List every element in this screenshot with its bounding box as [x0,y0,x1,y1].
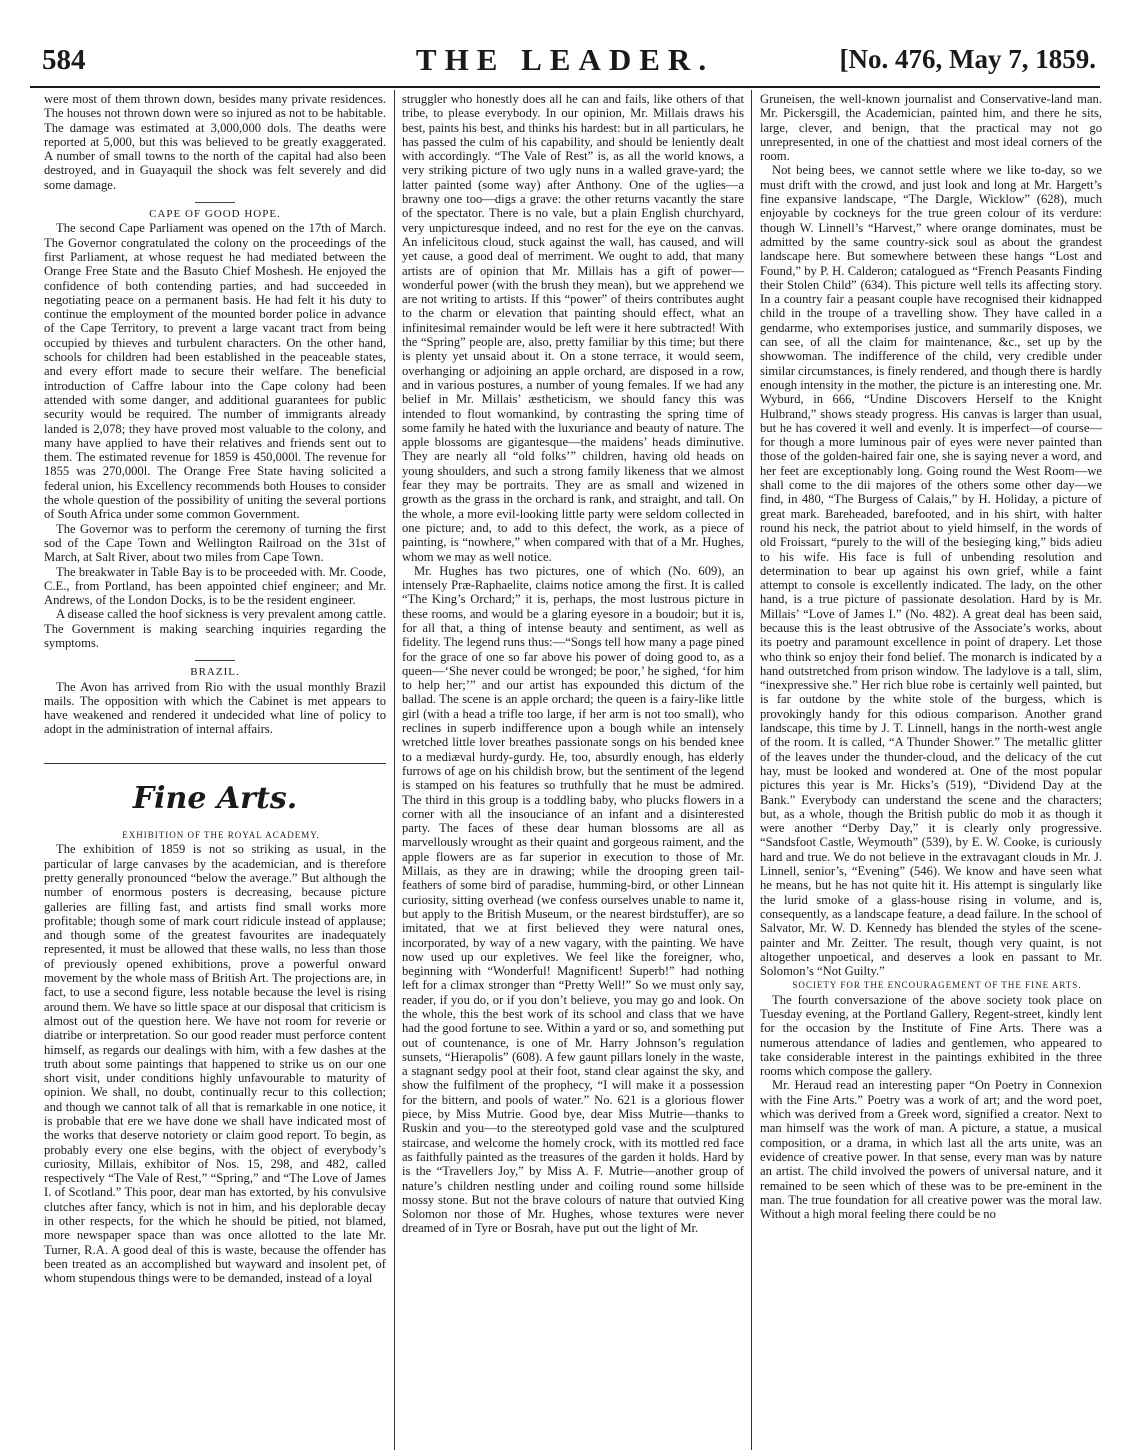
column-2 [402,92,744,1448]
exhibition-heading: EXHIBITION OF THE ROYAL ACADEMY. [122,830,320,841]
gruneisen-paragraph: Gruneisen, the well-known journalist and Conservative-land man. Mr. Pickersgill, the Academician, painted him, and there he sits, large, clever, and benign, that the practical may not go unrepresented, in one of the chattiest and most ideal corners of the room. [760,92,1102,164]
column-3 [760,92,1102,1448]
newspaper-title: THE LEADER. [415,42,715,77]
earthquake-paragraph: were most of them thrown down, besides many private residences. The houses not thrown down were so injured as not to be habitable. The damage was estimated at 3,000,000 dols. The deaths were reported at 5,000, but this was believed to be greatly exaggerated. A number of small towns to the north of the capital had also been destroyed, and in Guayaquil the shock was felt severely and did some damage. [44,92,386,192]
society-paragraph-2: Mr. Heraud read an interesting paper “On Poetry in Connexion with the Fine Arts.” Poetry was a work of art; and the word poet, which was derived from a Greek word, signified a creator. Next to man himself was the work of man. A picture, a statue, a musical composition, or a drama, in which last all the arts unite, was an evidence of creative power. In that sense, every man was by nature an artist. The child involved the powers of universal nature, and it remained to be seen which of these was to be pre-eminent in the man. The true foundation for all creative power was the moral law. Without a high moral feeling there could be no [760,1078,1102,1222]
cape-paragraph-3: The breakwater in Table Bay is to be proceeded with. Mr. Coode, C.E., from Portland, has been appointed chief engineer; and Mr. Andrews, of the London Docks, is to be the resident engineer. [44,564,386,608]
section-divider [195,660,235,661]
millais-paragraph: struggler who honestly does all he can and fails, like others of that tribe, to please everybody. In our opinion, Mr. Millais draws his best, paints his best, and thinks his hardest: but in all particulars, he has passed the culm of his capability, and should be leniently dealt with accordingly. “The Vale of Rest” is, as all the world knows, a very striking picture of two ugly nuns in a walled grave-yard; the latter painted (some way) after Anthony. One of the uglies—a brawny one too—digs a grave: the other returns vacantly the stare of the spectator. There is no vale, but a plain English churchyard, very unpicturesque indeed, and no rest for the eye on the canvas. An infelicitous cloud, stuck against the wall, has caused, and will yet cause, a good deal of merriment. We ought to add, that many artists are of opinion that Mr. Millais has a gift of power—wonderful power (with the brush they mean), but we apprehend we are not writing to artists. If this “power” of theirs contributes aught to the charm or elevation that painting should effect, what an infinitesimal remainder would be left were it here subtracted! With the “Spring” people are, also, pretty familiar by this time; but there is plenty yet unsaid about it. On a stone terrace, it would seem, overhanging or adjoining an apple orchard, are disposed in a row, and in various postures, a number of young females. If we had any belief in Mr. Millais’ æstheticism, we should fancy this was intended to flout womankind, by contrasting the spring time of some family he hated with the luxuriance and beauty of nature. The apple blossoms are gigantesque—the maidens’ heads diminutive. They are nearly all “old folks’” children, having old heads on young shoulders, and such a strong family likeness that we almost fear they may be portraits. They are as small and wizened in growth as the grass in the orchard is rank, and straight, and tall. On the whole, a more evil-looking little party were seldom collected in one picture; and, to add to this defect, the work, as a piece of painting, is “nowhere,” when compared with that of a Mr. Hughes, whom we may as well notice. [402,92,744,564]
page-number: 584 [42,44,86,76]
fine-arts-title: Fine Arts. [132,780,298,816]
column-divider-1 [394,90,395,1450]
cape-paragraph-4: A disease called the hoof sickness is very prevalent among cattle. The Government is making searching inquiries regarding the symptoms. [44,607,386,650]
column-1 [44,92,386,1448]
society-heading: SOCIETY FOR THE ENCOURAGEMENT OF THE FINE ARTS. [792,980,1082,991]
cape-heading: CAPE OF GOOD HOPE. [149,208,281,221]
fine-arts-rule [44,763,386,764]
landscapes-paragraph: Not being bees, we cannot settle where we like to-day, so we must drift with the crowd, and just look and long at Mr. Hargett’s fine expansive landscape, “The Dargle, Wicklow” (628), much enjoyable by cockneys for the true green colour of its verdure: though W. Linnell’s “Harvest,” where orange dominates, must be admitted by the same country-sick soul as about the grandest landscape here. But somewhere between these hangs “Lost and Found,” by P. H. Calderon; catalogued as “French Peasants Finding their Stolen Child” (634). This picture well tells its affecting story. In a country fair a peasant couple have recognised their kidnapped child in the troupe of a travelling show. They have called in a gendarme, who extemporises justice, and summarily disposes, we can see, of all the claim for maintenance, &c., set up by the showwoman. The indifference of the child, very credible under similar circumstances, is finely rendered, and though there is hardly enough intensity in the mother, the picture is an interesting one. Mr. Wyburd, in 666, “Undine Discovers Herself to the Knight Hulbrand,” shows steady progress. His canvas is larger than usual, but he has covered it well and evenly. It is imperfect—of course—for though a more luminous pair of eyes were never painted than those of the golden-haired fair one, she is saying never a word, and her feet are exceptionably long. Going round the West Room—we shall come to the dii majores of the others some other day—we find, in 480, “The Burgess of Calais,” by H. Holiday, a picture of great mark. Bareheaded, barefooted, and in his shirt, with halter round his neck, the patriot about to yield himself, in the words of old Froissart, “purely to the will of the besieging king,” bids adieu to his wife. His face is full of unbending resolution and determination to bear up against his own grief, while a faint attempt to console is excellently indicated. The lady, on the other hand, is a true picture of passionate desolation. Hard by is Mr. Millais’ “Love of James I.” (No. 482). A great deal has been said, because this is the least obtrusive of the Associate’s works, about its poetry and paramount excellence in point of drapery. Let those who think so enjoy their fond belief. The monarch is indicated by a hand outstretched from prison window. The ladylove is a tall, slim, “inexpressive she.” Her rich blue robe is certainly well painted, but is far outdone by the white stole of the burgess, which is provokingly handy for this odious comparison. Another grand landscape, this time by J. T. Linnell, hangs in the north-west angle of the room. It is called, “A Thunder Shower.” The metallic glitter of the leaves under the thunder-cloud, and the delicacy of the cut hay, must be looked and wondered at. One of the most popular pictures this year is Mr. Hicks’s (519), “Dividend Day at the Bank.” Everybody can understand the scene and the characters; but, as a whole, though the British public do mob it as though it were another “Derby Day,” it is clearly only progressive. “Sandsfoot Castle, Weymouth” (539), by E. W. Cooke, is curiously hard and true. We do not believe in the extravagant clouds in Mr. J. Linnell, senior’s, “Evening” (546). We know and have seen what he means, but he has not quite hit it. His attempt is singularly like the lurid smoke of a glass-house rising in volume, and is, consequently, as a landscape feature, a dead failure. In the school of Salvator, Mr. W. D. Kennedy has blended the styles of the scene-painter and Mr. Zeitter. The result, though very quaint, is not altogether unpoetical, and deserves a look en passant to Mr. Solomon’s “Not Guilty.” [760,163,1102,979]
column-divider-2 [751,90,752,1450]
society-paragraph-1: The fourth conversazione of the above society took place on Tuesday evening, at the Portland Gallery, Regent-street, kindly lent for the occasion by the Institute of Fine Arts. There was a numerous attendance of ladies and gentlemen, who appeared to take considerable interest in the paintings exhibited in the three rooms which compose the gallery. [760,992,1102,1079]
brazil-paragraph: The Avon has arrived from Rio with the usual monthly Brazil mails. The opposition with which the Cabinet is met appears to have weakened and rendered it undecided what line of policy to adopt in the administration of internal affairs. [44,679,386,737]
cape-paragraph-1: The second Cape Parliament was opened on the 17th of March. The Governor congratulated the colony on the proceedings of the first Parliament, at whose request he had mediated between the Orange Free State and the Basuto Chief Moshesh. He enjoyed the confidence of both contending parties, and had succeeded in negotiating peace on a permanent basis. He had felt it his duty to continue the employment of the mounted border police in advance of the Cape Territory, to prevent a large vacant tract from being occupied by thieves and turbulent characters. On the other hand, schools for children had been established in the peaceable states, and every effort made to secure their welfare. The beneficial introduction of Caffre labour into the Cape colony had been attended with some danger, and additional guarantees for public security would be required. The number of immigrants already landed is 2,078; they have proved most valuable to the colony, and many have applied to have their relatives and friends sent out to them. The estimated revenue for 1859 is 450,000l. The revenue for 1855 was 270,000l. The Orange Free State having solicited a federal union, his Excellency recommends both Houses to consider the whole question of the possibility of uniting the several portions of South Africa under some common Government. [44,221,386,522]
cape-paragraph-2: The Governor was to perform the ceremony of turning the first sod of the Cape Town and Wellington Railroad on the 31st of March, at Salt River, about two miles from Cape Town. [44,521,386,565]
brazil-heading: BRAZIL. [190,666,240,679]
issue-info: [No. 476, May 7, 1859. [839,44,1096,74]
exhibition-paragraph: The exhibition of 1859 is not so striking as usual, in the particular of large canvases by the academician, and is therefore pretty generally pronounced “below the average.” But although the number of enormous posters is decreasing, because picture galleries are filling fast, and artists find small works more profitable; though some of mark court ridicule instead of applause; and though some of the greatest favourites are inadequately represented, it must be allowed that these walls, no less than those of previously opened exhibitions, prove a powerful onward movement by the whole mass of British Art. The projections are, in fact, to use a second figure, less notable because the level is rising around them. We have so little space at our disposal that criticism is almost out of the question here. We have not room for reverie or diatribe or interpretation. So our good reader must perforce content himself, as regards our dealings with him, with a few dashes at the truth about some paintings that happened to strike us on our one short visit, under conditions highly unfavourable to maturity of opinion. We shall, no doubt, continually recur to this collection; and though we cannot talk of all that is remarkable in one notice, it is probable that ere we have done we shall have indicated most of the works that deserve notoriety or claim good report. To begin, as probably every one else begins, with the object of everybody’s curiosity, Millais, exhibitor of Nos. 15, 298, and 482, called respectively “The Vale of Rest,” “Spring,” and “The Love of James I. of Scotland.” This poor, dear man has extorted, by his convulsive clutches after fancy, which is not in him, and his deplorable decay in other respects, for the which he should be pitied, not blamed, more newspaper space than was once allotted to the late Mr. Turner, R.A. A good deal of this is waste, because the offender has been treated as an accomplished but wayward and insolent pet, of whom stupendous things were to be demanded, instead of a loyal [44,842,386,1286]
masthead [30,38,1100,84]
masthead-rule [30,86,1100,88]
hughes-paragraph: Mr. Hughes has two pictures, one of which (No. 609), an intensely Præ-Raphaelite, claims notice among the first. It is called “The King’s Orchard;” it is, perhaps, the most lustrous picture in these rooms, and would be a glaring eyesore in a boudoir; but it is, for all that, a thing of intense beauty and sentiment, as well as fidelity. The legend runs thus:—“Songs tell how many a page pined for the grace of one so far above his power of doing good to, as a queen—‘She never could be wronged; be poor,’ he sighed, ‘for him to help her;’” and our artist has expounded this dictum of the ballad. The scene is an apple orchard; the queen is a fairy-like little girl (with a head a trifle too large, if her arm is not too small), who reclines in superb indifference upon a bough while an intensely wretched little lover breathes passionate songs on his bended knee to a mediæval hurdy-gurdy. He, too, absurdly enough, has elderly furrows of age on his childish brow, but the sentiment of the legend is stamped on his features so truthfully that he must be admired. The third in this group is a toddling baby, who plucks flowers in a corner with all the insouciance of an infant and a disinterested party. The faces of these dear human blossoms are all as marvellously wrought as their quaint and gorgeous raiment, and the apple flowers are as far superior in execution to those of Mr. Millais, as they are in drawing; while the drooping green tail-feathers of some bird of paradise, humming-bird, or other Linnean curiosity, sitting overhead (we confess ourselves unable to name it, but apply to the British Museum, or the nearest birdstuffer), are so imitated, that we at first believed they were natural ones, incorporated, by way of a new vagary, with the painting. We have now used up our expletives. We feel like the foreigner, who, beginning with “Wonderful! Magnificent! Superb!” had nothing left for a climax stronger than “Pretty Well!” So we must only say, reader, if you do, or if you don’t believe, you may go and look. On the whole, this the best work of its school and class that we have had the good fortune to see. Within a yard or so, and something put out of countenance, is one of Mr. Harry Johnson’s regulation sunsets, “Hierapolis” (608). A few gaunt pillars lonely in the waste, a stagnant sedgy pool at their foot, stand clear against the sky, and show the fulfilment of the prophecy, “I will make it a possession for the bittern, and pools of water.” No. 621 is a glorious flower piece, by Miss Mutrie. Good bye, dear Miss Mutrie—thanks to Ruskin and you—to the stereotyped gold vase and the sculptured staircase, and welcome the homely crock, with its mottled red face as faithfully painted as the treasures of the garden it holds. Hard by is the “Travellers Joy,” by Miss A. F. Mutrie—another group of nature’s children nestling under and coiling round some hillside mossy stone. But not the brave colours of nature that outvied King Solomon nor those of Mr. Hughes, whose textures were never dreamed of in Tyre or Bosrah, have put out the light of Mr. [402,563,744,1236]
section-divider [195,202,235,203]
